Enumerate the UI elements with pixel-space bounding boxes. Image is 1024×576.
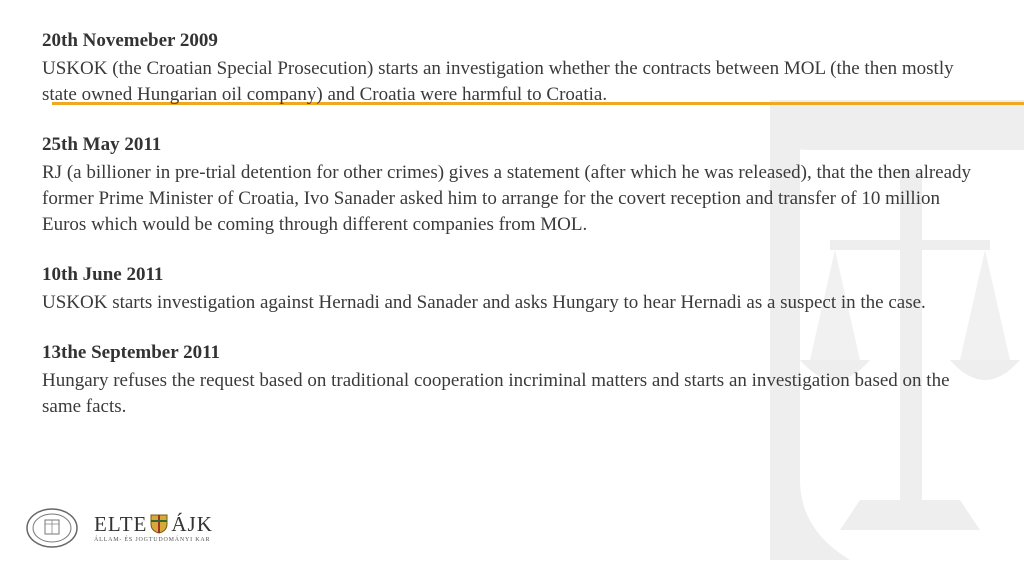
- entry-text: RJ (a billioner in pre-trial detention for other crimes) gives a statement (after which he was released), that the then already former Prime Minister of Croatia, Ivo Sanader asked him to arrange for the covert reception and transfer of 10 million Euros which would be coming through different companies from MOL.: [42, 162, 972, 235]
- logo-ajk: ÁJK: [171, 512, 213, 536]
- faculty-logo: [94, 513, 213, 543]
- entry-date: 25th May 2011: [42, 134, 162, 155]
- timeline: [42, 26, 982, 442]
- entry-text: Hungary refuses the request based on traditional cooperation incriminal matters and starts an investigation based on the same facts.: [42, 370, 950, 417]
- entry-date: 13the September 2011: [42, 342, 221, 363]
- entry-date: 20th Novemeber 2009: [42, 30, 218, 51]
- university-seal-icon: [26, 508, 78, 548]
- entry-date: 10th June 2011: [42, 264, 164, 285]
- timeline-entry: [42, 26, 982, 108]
- entry-text: USKOK (the Croatian Special Prosecution) starts an investigation whether the contracts between MOL (the then mostly state owned Hungarian oil company) and Croatia were harmful to Croatia.: [42, 58, 954, 105]
- timeline-entry: [42, 338, 982, 420]
- crest-icon: [150, 514, 168, 534]
- timeline-entry: [42, 130, 982, 238]
- footer-logo: [26, 506, 213, 550]
- timeline-entry: [42, 260, 982, 316]
- logo-elte: ELTE: [94, 512, 148, 536]
- entry-text: USKOK starts investigation against Hernadi and Sanader and asks Hungary to hear Hernadi as a suspect in the case.: [42, 292, 926, 313]
- faculty-subtitle: ÁLLAM- ÉS JOGTUDOMÁNYI KAR: [94, 537, 211, 543]
